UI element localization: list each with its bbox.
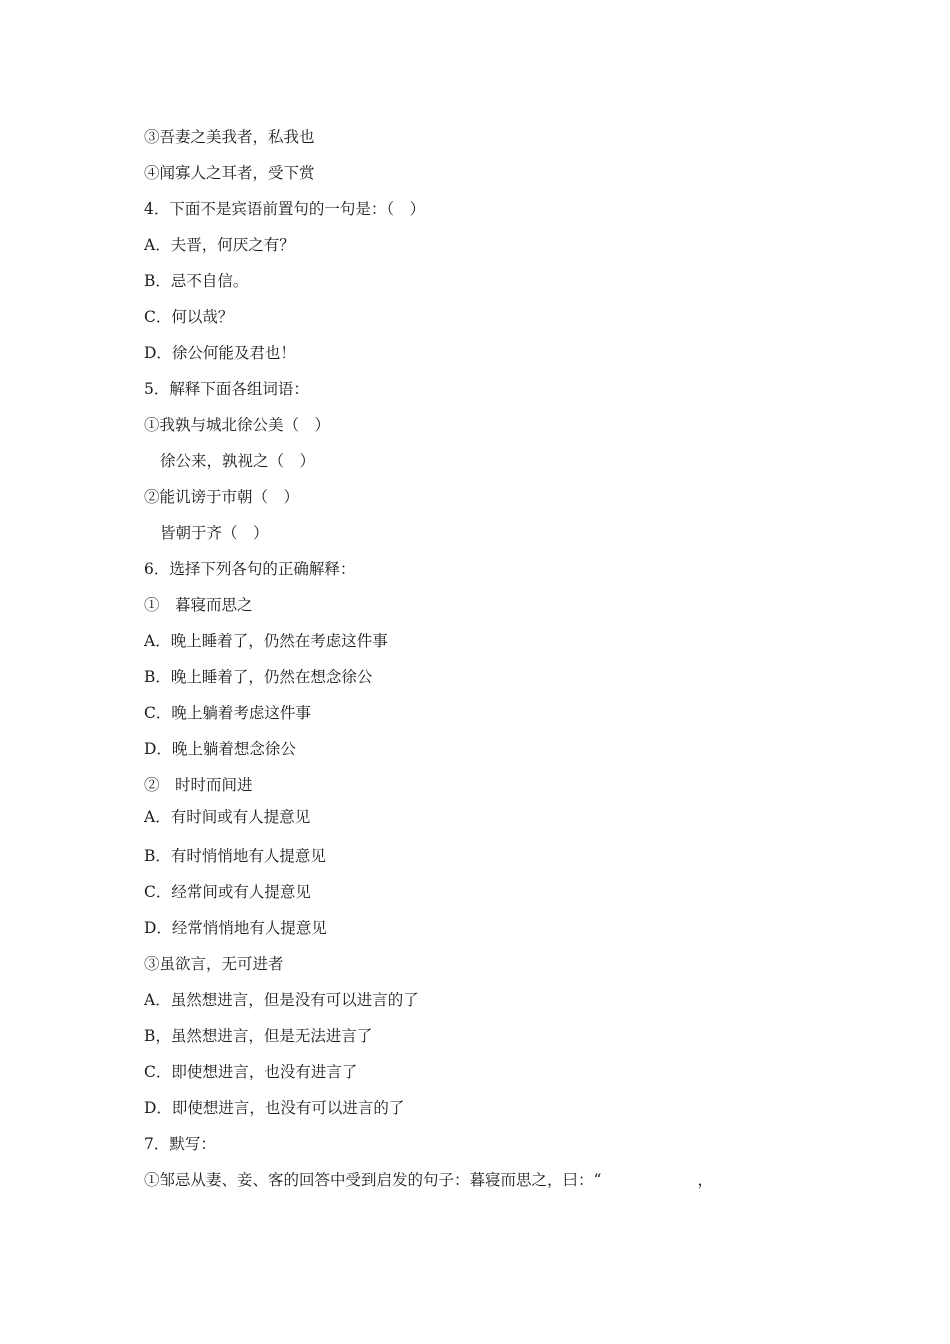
option-d: D．晚上躺着想念徐公: [144, 740, 296, 758]
option-a: A．虽然想进言，但是没有可以进言的了: [144, 991, 419, 1009]
trailing-comma: ，: [697, 1171, 713, 1189]
option-b: B，虽然想进言，但是无法进言了: [144, 1027, 373, 1045]
fill-in-line: [144, 1170, 713, 1190]
sub-question: ③虽欲言，无可进者: [144, 955, 284, 973]
text-line: ②能讥谤于市朝（ ）: [144, 488, 300, 506]
option-c: C．何以哉？: [144, 308, 234, 326]
option-c: C．经常间或有人提意见: [144, 883, 311, 901]
sub-question: ① 暮寝而思之: [144, 596, 253, 614]
text-line: ①我孰与城北徐公美（ ）: [144, 416, 331, 434]
option-b: B．晚上睡着了，仍然在想念徐公: [144, 668, 373, 686]
question-4: 4．下面不是宾语前置句的一句是：（ ）: [144, 200, 426, 218]
text-line: 徐公来，孰视之（ ）: [160, 452, 316, 470]
option-d: D．经常悄悄地有人提意见: [144, 919, 327, 937]
option-a: A．有时间或有人提意见: [144, 808, 311, 826]
question-5: 5．解释下面各组词语：: [144, 380, 309, 398]
option-a: A．晚上睡着了，仍然在考虑这件事: [144, 632, 388, 650]
question-6: 6．选择下列各句的正确解释：: [144, 560, 356, 578]
option-c: C．晚上躺着考虑这件事: [144, 704, 311, 722]
text-line: 皆朝于齐（ ）: [160, 524, 269, 542]
option-b: B．有时悄悄地有人提意见: [144, 847, 326, 865]
question-7: 7．默写：: [144, 1135, 216, 1153]
fill-in-prompt: ①邹忌从妻、妾、客的回答中受到启发的句子：暮寝而思之，曰：“: [144, 1171, 602, 1189]
text-line: ③吾妻之美我者，私我也: [144, 128, 315, 146]
option-a: A．夫晋，何厌之有？: [144, 236, 295, 254]
option-c: C．即使想进言，也没有进言了: [144, 1063, 358, 1081]
sub-question: ② 时时而间进: [144, 776, 253, 794]
option-d: D．即使想进言，也没有可以进言的了: [144, 1099, 405, 1117]
option-d: D．徐公何能及君也！: [144, 344, 296, 362]
option-b: B．忌不自信。: [144, 272, 249, 290]
text-line: ④闻寡人之耳者，受下赏: [144, 164, 315, 182]
